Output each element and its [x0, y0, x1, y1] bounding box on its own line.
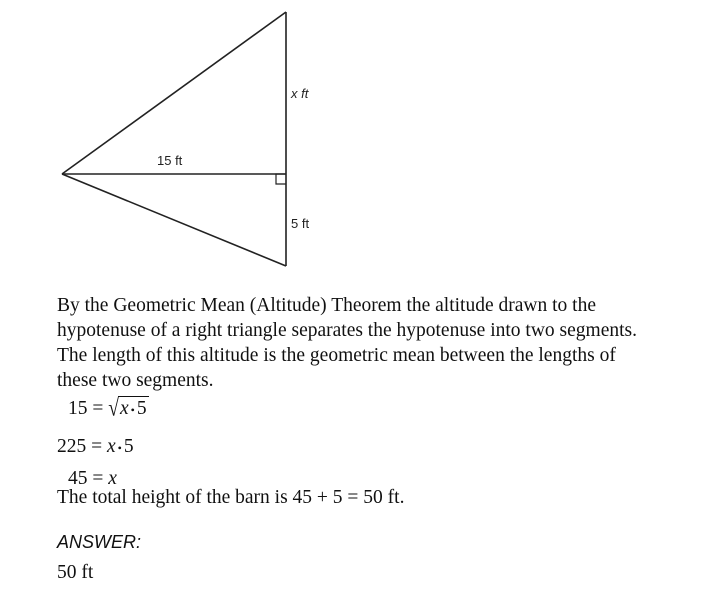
- eq3-lhs: 45: [68, 468, 88, 489]
- eq1-five: 5: [136, 398, 147, 419]
- eq1-radicand: [118, 396, 149, 422]
- eq2-equals: =: [91, 436, 103, 457]
- label-5-ft: 5 ft: [291, 216, 310, 231]
- eq2-dot: •: [117, 440, 122, 455]
- lower-leg: [62, 174, 286, 266]
- eq1-dot: •: [130, 402, 135, 417]
- explanation-paragraph: By the Geometric Mean (Altitude) Theorem the altitude drawn to the hypotenuse of a right triangle separates the hypotenuse into two segments. The length of this altitude is the geometric mean between the lengths of these two segments.: [57, 295, 637, 391]
- eq2-lhs: 225: [57, 436, 87, 457]
- eq2-var-x: x: [107, 436, 116, 457]
- answer-label: ANSWER:: [57, 532, 142, 552]
- right-angle-marker: [276, 174, 286, 184]
- label-x-ft: x ft: [291, 86, 309, 101]
- eq1-var-x: x: [119, 398, 129, 419]
- eq3-var-x: x: [108, 468, 117, 489]
- triangle-figure: [0, 0, 720, 290]
- equation-1: [68, 396, 149, 422]
- label-15-ft: 15 ft: [157, 153, 183, 168]
- eq1-lhs: 15: [68, 398, 88, 419]
- eq1-equals: =: [92, 398, 104, 419]
- conclusion-text: The total height of the barn is 45 + 5 = 50 ft.: [57, 487, 405, 508]
- eq2-five: 5: [123, 436, 134, 457]
- square-root: [108, 396, 148, 422]
- eq3-equals: =: [92, 468, 104, 489]
- equation-2: [57, 435, 134, 460]
- upper-leg: [62, 12, 286, 174]
- radical-icon: √: [108, 395, 119, 422]
- answer-value: 50 ft: [57, 562, 94, 583]
